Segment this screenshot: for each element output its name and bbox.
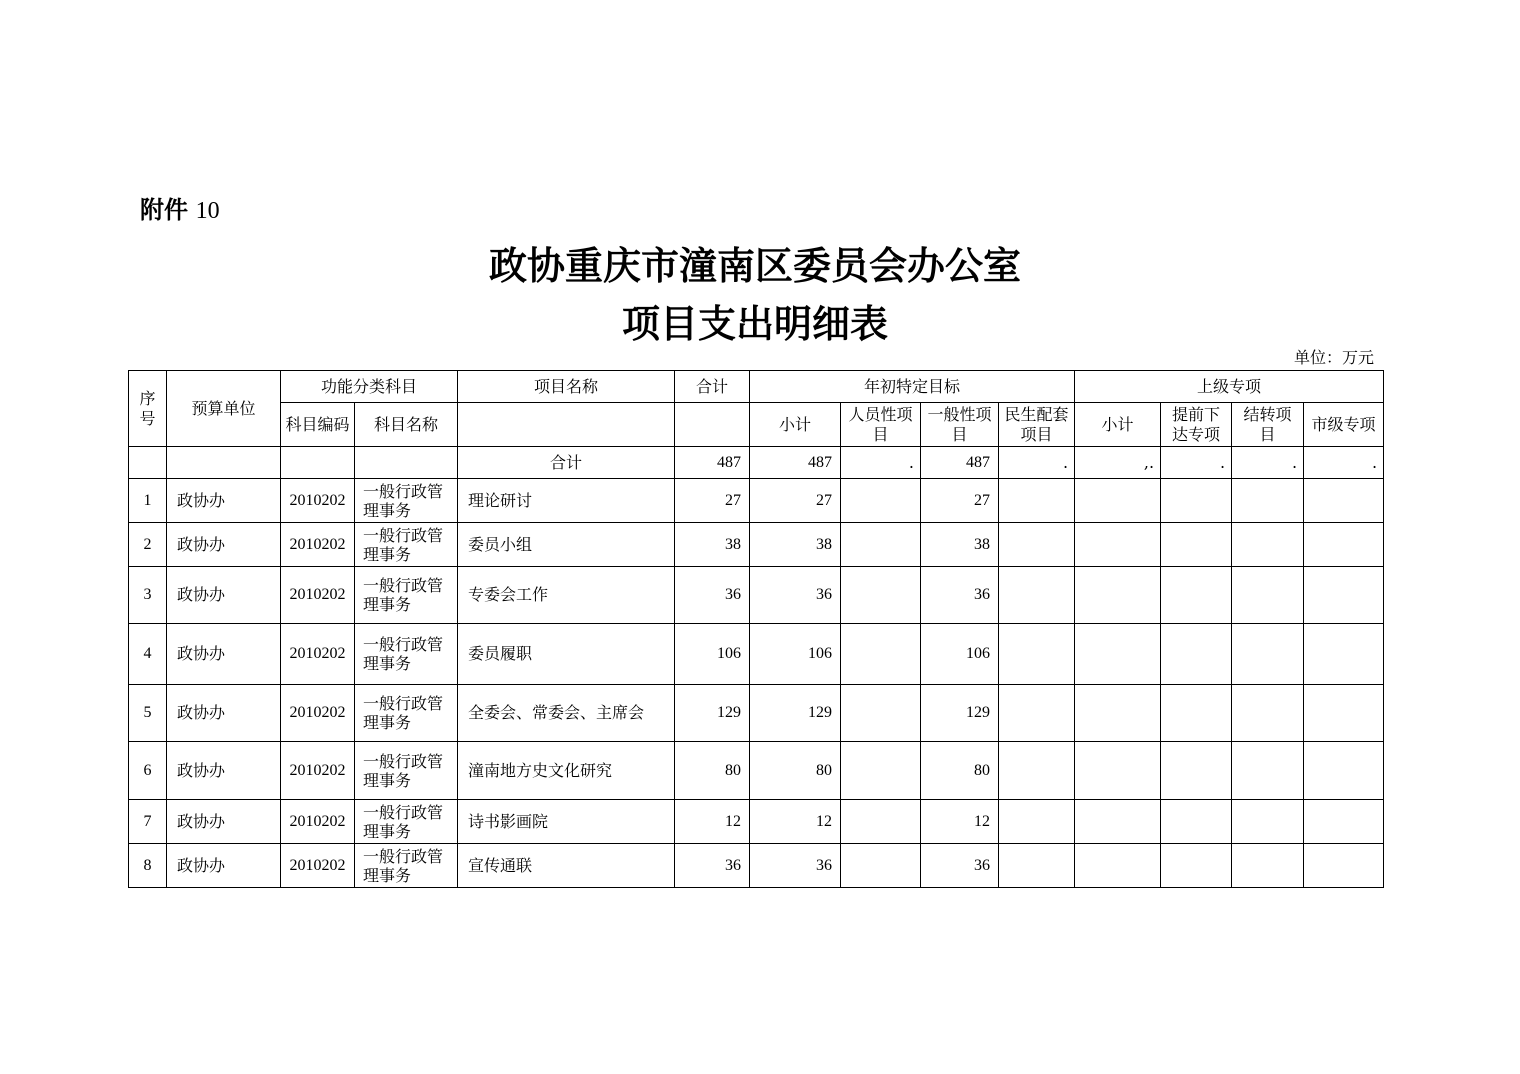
row-livelihood	[999, 479, 1075, 523]
row-superior-subtotal	[1075, 742, 1161, 800]
row-code: 2010202	[281, 800, 355, 844]
row-livelihood	[999, 624, 1075, 685]
row-city	[1304, 479, 1384, 523]
row-livelihood	[999, 567, 1075, 624]
row-subtotal: 129	[750, 685, 841, 742]
row-personnel	[841, 624, 921, 685]
row-superior-subtotal	[1075, 523, 1161, 567]
row-subtotal: 36	[750, 567, 841, 624]
row-seq: 6	[129, 742, 167, 800]
row-city	[1304, 523, 1384, 567]
header-city: 市级专项	[1304, 403, 1384, 447]
header-project-name-blank	[458, 403, 675, 447]
row-advance	[1161, 800, 1232, 844]
header-subtotal: 小计	[750, 403, 841, 447]
total-subtotal: 487	[750, 447, 841, 479]
row-personnel	[841, 567, 921, 624]
header-personnel: 人员性项目	[841, 403, 921, 447]
row-unit: 政协办	[167, 624, 281, 685]
row-livelihood	[999, 742, 1075, 800]
attachment-number: 10	[195, 198, 220, 224]
row-carryover	[1232, 624, 1304, 685]
row-unit: 政协办	[167, 523, 281, 567]
header-func-class: 功能分类科目	[281, 371, 458, 403]
row-subject: 一般行政管理事务	[355, 523, 458, 567]
row-general: 38	[921, 523, 999, 567]
row-code: 2010202	[281, 523, 355, 567]
row-carryover	[1232, 844, 1304, 888]
header-row-2	[129, 403, 1384, 447]
row-subject: 一般行政管理事务	[355, 479, 458, 523]
attachment-label	[140, 190, 220, 225]
row-general: 129	[921, 685, 999, 742]
total-city: .	[1304, 447, 1384, 479]
row-seq: 2	[129, 523, 167, 567]
unit-label: 单位：万元	[1293, 348, 1374, 367]
row-city	[1304, 685, 1384, 742]
table-row	[129, 742, 1384, 800]
row-general: 27	[921, 479, 999, 523]
row-unit: 政协办	[167, 742, 281, 800]
row-seq: 5	[129, 685, 167, 742]
row-project: 宣传通联	[458, 844, 675, 888]
row-general: 36	[921, 567, 999, 624]
row-total: 27	[675, 479, 750, 523]
attachment-text: 附件	[140, 196, 188, 224]
row-superior-subtotal	[1075, 567, 1161, 624]
row-total: 36	[675, 844, 750, 888]
row-personnel	[841, 800, 921, 844]
table-row	[129, 685, 1384, 742]
total-carryover: .	[1232, 447, 1304, 479]
row-subject: 一般行政管理事务	[355, 844, 458, 888]
table-row	[129, 800, 1384, 844]
row-total: 106	[675, 624, 750, 685]
total-livelihood: .	[999, 447, 1075, 479]
row-superior-subtotal	[1075, 685, 1161, 742]
row-carryover	[1232, 479, 1304, 523]
row-advance	[1161, 624, 1232, 685]
row-project: 潼南地方史文化研究	[458, 742, 675, 800]
row-advance	[1161, 523, 1232, 567]
header-row-1	[129, 371, 1384, 403]
row-project: 理论研讨	[458, 479, 675, 523]
table-row	[129, 844, 1384, 888]
row-subject: 一般行政管理事务	[355, 685, 458, 742]
row-advance	[1161, 479, 1232, 523]
row-superior-subtotal	[1075, 800, 1161, 844]
table-row	[129, 479, 1384, 523]
row-code: 2010202	[281, 624, 355, 685]
row-personnel	[841, 685, 921, 742]
row-code: 2010202	[281, 742, 355, 800]
row-livelihood	[999, 685, 1075, 742]
row-personnel	[841, 844, 921, 888]
row-project: 全委会、常委会、主席会	[458, 685, 675, 742]
row-subtotal: 27	[750, 479, 841, 523]
page-subtitle: 项目支出明细表	[621, 302, 888, 346]
row-subject: 一般行政管理事务	[355, 800, 458, 844]
header-advance: 提前下达专项	[1161, 403, 1232, 447]
row-code: 2010202	[281, 844, 355, 888]
row-city	[1304, 742, 1384, 800]
row-subject: 一般行政管理事务	[355, 567, 458, 624]
row-city	[1304, 567, 1384, 624]
row-subtotal: 12	[750, 800, 841, 844]
row-advance	[1161, 742, 1232, 800]
row-seq: 4	[129, 624, 167, 685]
row-unit: 政协办	[167, 844, 281, 888]
row-project: 委员履职	[458, 624, 675, 685]
row-subject: 一般行政管理事务	[355, 742, 458, 800]
row-superior-subtotal	[1075, 624, 1161, 685]
row-advance	[1161, 844, 1232, 888]
row-seq: 3	[129, 567, 167, 624]
header-total: 合计	[675, 371, 750, 403]
row-advance	[1161, 685, 1232, 742]
row-carryover	[1232, 567, 1304, 624]
header-seq: 序号	[129, 371, 167, 447]
header-subject-name: 科目名称	[355, 403, 458, 447]
header-superior: 上级专项	[1075, 371, 1384, 403]
row-livelihood	[999, 800, 1075, 844]
header-project-name: 项目名称	[458, 371, 675, 403]
total-superior-subtotal: ,.	[1075, 447, 1161, 479]
row-general: 80	[921, 742, 999, 800]
row-subtotal: 38	[750, 523, 841, 567]
row-project: 专委会工作	[458, 567, 675, 624]
row-seq: 7	[129, 800, 167, 844]
total-label: 合计	[458, 447, 675, 479]
row-total: 38	[675, 523, 750, 567]
row-subtotal: 80	[750, 742, 841, 800]
header-unit: 预算单位	[167, 371, 281, 447]
total-row	[129, 447, 1384, 479]
row-project: 诗书影画院	[458, 800, 675, 844]
row-carryover	[1232, 800, 1304, 844]
row-general: 12	[921, 800, 999, 844]
row-seq: 1	[129, 479, 167, 523]
header-carryover: 结转项目	[1232, 403, 1304, 447]
row-project: 委员小组	[458, 523, 675, 567]
row-city	[1304, 624, 1384, 685]
row-total: 12	[675, 800, 750, 844]
table-row	[129, 567, 1384, 624]
header-livelihood: 民生配套项目	[999, 403, 1075, 447]
total-total: 487	[675, 447, 750, 479]
row-superior-subtotal	[1075, 844, 1161, 888]
total-personnel: .	[841, 447, 921, 479]
row-unit: 政协办	[167, 800, 281, 844]
header-superior-subtotal: 小计	[1075, 403, 1161, 447]
header-total-blank	[675, 403, 750, 447]
row-carryover	[1232, 742, 1304, 800]
row-personnel	[841, 742, 921, 800]
row-livelihood	[999, 844, 1075, 888]
header-annual-target: 年初特定目标	[750, 371, 1075, 403]
table-row	[129, 624, 1384, 685]
row-total: 80	[675, 742, 750, 800]
row-carryover	[1232, 523, 1304, 567]
row-advance	[1161, 567, 1232, 624]
row-general: 36	[921, 844, 999, 888]
row-superior-subtotal	[1075, 479, 1161, 523]
row-livelihood	[999, 523, 1075, 567]
row-carryover	[1232, 685, 1304, 742]
total-general: 487	[921, 447, 999, 479]
row-seq: 8	[129, 844, 167, 888]
row-subtotal: 106	[750, 624, 841, 685]
row-subject: 一般行政管理事务	[355, 624, 458, 685]
row-personnel	[841, 523, 921, 567]
row-subtotal: 36	[750, 844, 841, 888]
header-general: 一般性项目	[921, 403, 999, 447]
row-code: 2010202	[281, 685, 355, 742]
expense-table	[128, 370, 1384, 888]
row-unit: 政协办	[167, 479, 281, 523]
row-unit: 政协办	[167, 567, 281, 624]
row-total: 129	[675, 685, 750, 742]
row-code: 2010202	[281, 567, 355, 624]
row-personnel	[841, 479, 921, 523]
page-title: 政协重庆市潼南区委员会办公室	[488, 244, 1021, 288]
row-city	[1304, 800, 1384, 844]
table-row	[129, 523, 1384, 567]
row-code: 2010202	[281, 479, 355, 523]
header-subject-code: 科目编码	[281, 403, 355, 447]
row-city	[1304, 844, 1384, 888]
row-general: 106	[921, 624, 999, 685]
total-advance: .	[1161, 447, 1232, 479]
row-total: 36	[675, 567, 750, 624]
row-unit: 政协办	[167, 685, 281, 742]
